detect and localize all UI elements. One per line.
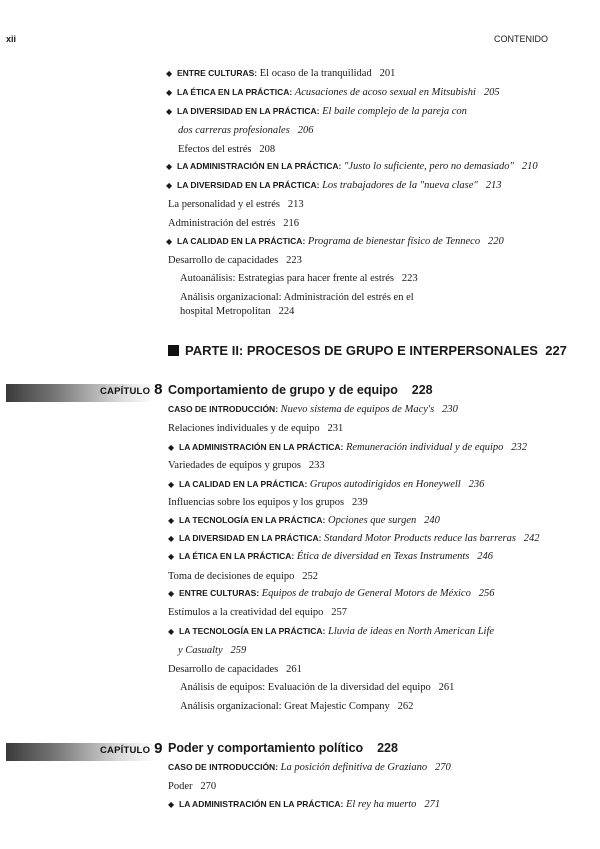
toc-entry[interactable]: Análisis de equipos: Evaluación de la diversidad del equipo 261	[180, 682, 455, 693]
diamond-bullet-icon: ◆	[166, 88, 173, 97]
chapter-label: CAPÍTULO 9	[100, 740, 163, 757]
diamond-bullet-icon: ◆	[168, 552, 175, 561]
toc-entry[interactable]: Análisis organizacional: Administración del estrés en el	[180, 292, 414, 303]
toc-entry[interactable]: Administración del estrés 216	[168, 218, 299, 229]
toc-entry[interactable]: Efectos del estrés 208	[178, 144, 276, 155]
toc-entry[interactable]: Relaciones individuales y de equipo 231	[168, 423, 344, 434]
toc-entry[interactable]: Poder 270	[168, 781, 217, 792]
diamond-bullet-icon: ◆	[166, 69, 173, 78]
chapter-title[interactable]: Comportamiento de grupo y de equipo 228	[168, 383, 433, 397]
diamond-bullet-icon: ◆	[166, 181, 173, 190]
toc-entry[interactable]: ◆ LA DIVERSIDAD EN LA PRÁCTICA: Standard Motor Products reduce las barreras 242	[168, 533, 540, 544]
diamond-bullet-icon: ◆	[166, 162, 173, 171]
toc-entry[interactable]: ◆ LA ÉTICA EN LA PRÁCTICA: Acusaciones de acoso sexual en Mitsubishi 205	[166, 87, 500, 98]
diamond-bullet-icon: ◆	[168, 480, 175, 489]
toc-entry[interactable]: ◆ LA DIVERSIDAD EN LA PRÁCTICA: El baile complejo de la pareja con	[166, 106, 467, 117]
toc-entry-continuation[interactable]: dos carreras profesionales 206	[178, 125, 314, 136]
toc-entry[interactable]: ◆ LA ADMINISTRACIÓN EN LA PRÁCTICA: "Justo lo suficiente, pero no demasiado" 210	[166, 161, 538, 172]
toc-entry-continuation[interactable]: hospital Metropolitan 224	[180, 306, 295, 317]
part-heading[interactable]: PARTE II: PROCESOS DE GRUPO E INTERPERSONALES 227	[168, 343, 567, 358]
toc-entry[interactable]: ◆ LA CALIDAD EN LA PRÁCTICA: Grupos autodirigidos en Honeywell 236	[168, 479, 485, 490]
diamond-bullet-icon: ◆	[166, 237, 173, 246]
toc-entry[interactable]: Estímulos a la creatividad del equipo 257	[168, 607, 348, 618]
toc-entry[interactable]: ◆ LA TECNOLOGÍA EN LA PRÁCTICA: Opciones que surgen 240	[168, 515, 440, 526]
page-number: xii	[6, 34, 17, 44]
toc-entry[interactable]: Influencias sobre los equipos y los grupos 239	[168, 497, 368, 508]
toc-entry[interactable]: ◆ ENTRE CULTURAS: Equipos de trabajo de General Motors de México 256	[168, 588, 495, 599]
toc-entry[interactable]: Análisis organizacional: Great Majestic Company 262	[180, 701, 414, 712]
chapter-label: CAPÍTULO 8	[100, 381, 163, 398]
toc-entry[interactable]: Variedades de equipos y grupos 233	[168, 460, 325, 471]
diamond-bullet-icon: ◆	[168, 534, 175, 543]
square-bullet-icon	[168, 345, 179, 356]
toc-entry-continuation[interactable]: y Casualty 259	[178, 645, 247, 656]
toc-entry[interactable]: Autoanálisis: Estrategias para hacer frente al estrés 223	[180, 273, 418, 284]
diamond-bullet-icon: ◆	[168, 589, 175, 598]
diamond-bullet-icon: ◆	[168, 443, 175, 452]
toc-entry[interactable]: ◆ LA DIVERSIDAD EN LA PRÁCTICA: Los trabajadores de la "nueva clase" 213	[166, 180, 502, 191]
toc-entry[interactable]: ◆ LA ÉTICA EN LA PRÁCTICA: Ética de diversidad en Texas Instruments 246	[168, 551, 494, 562]
chapter-title[interactable]: Poder y comportamiento político 228	[168, 741, 398, 755]
diamond-bullet-icon: ◆	[168, 627, 175, 636]
toc-entry[interactable]: ◆ LA CALIDAD EN LA PRÁCTICA: Programa de bienestar físico de Tenneco 220	[166, 236, 504, 247]
toc-entry[interactable]: CASO DE INTRODUCCIÓN: La posición definitiva de Graziano 270	[168, 762, 451, 773]
diamond-bullet-icon: ◆	[166, 107, 173, 116]
toc-entry[interactable]: ◆ LA TECNOLOGÍA EN LA PRÁCTICA: Lluvia de ideas en North American Life	[168, 626, 495, 637]
toc-entry[interactable]: CASO DE INTRODUCCIÓN: Nuevo sistema de equipos de Macy's 230	[168, 404, 458, 415]
toc-entry[interactable]: La personalidad y el estrés 213	[168, 199, 304, 210]
toc-entry[interactable]: Desarrollo de capacidades 223	[168, 255, 302, 266]
toc-entry[interactable]: ◆ ENTRE CULTURAS: El ocaso de la tranquilidad 201	[166, 68, 396, 79]
diamond-bullet-icon: ◆	[168, 516, 175, 525]
toc-entry[interactable]: Toma de decisiones de equipo 252	[168, 571, 319, 582]
toc-entry[interactable]: ◆ LA ADMINISTRACIÓN EN LA PRÁCTICA: Remuneración individual y de equipo 232	[168, 442, 528, 453]
running-header: CONTENIDO	[494, 34, 548, 44]
toc-entry[interactable]: ◆ LA ADMINISTRACIÓN EN LA PRÁCTICA: El rey ha muerto 271	[168, 799, 441, 810]
toc-entry[interactable]: Desarrollo de capacidades 261	[168, 664, 302, 675]
diamond-bullet-icon: ◆	[168, 800, 175, 809]
